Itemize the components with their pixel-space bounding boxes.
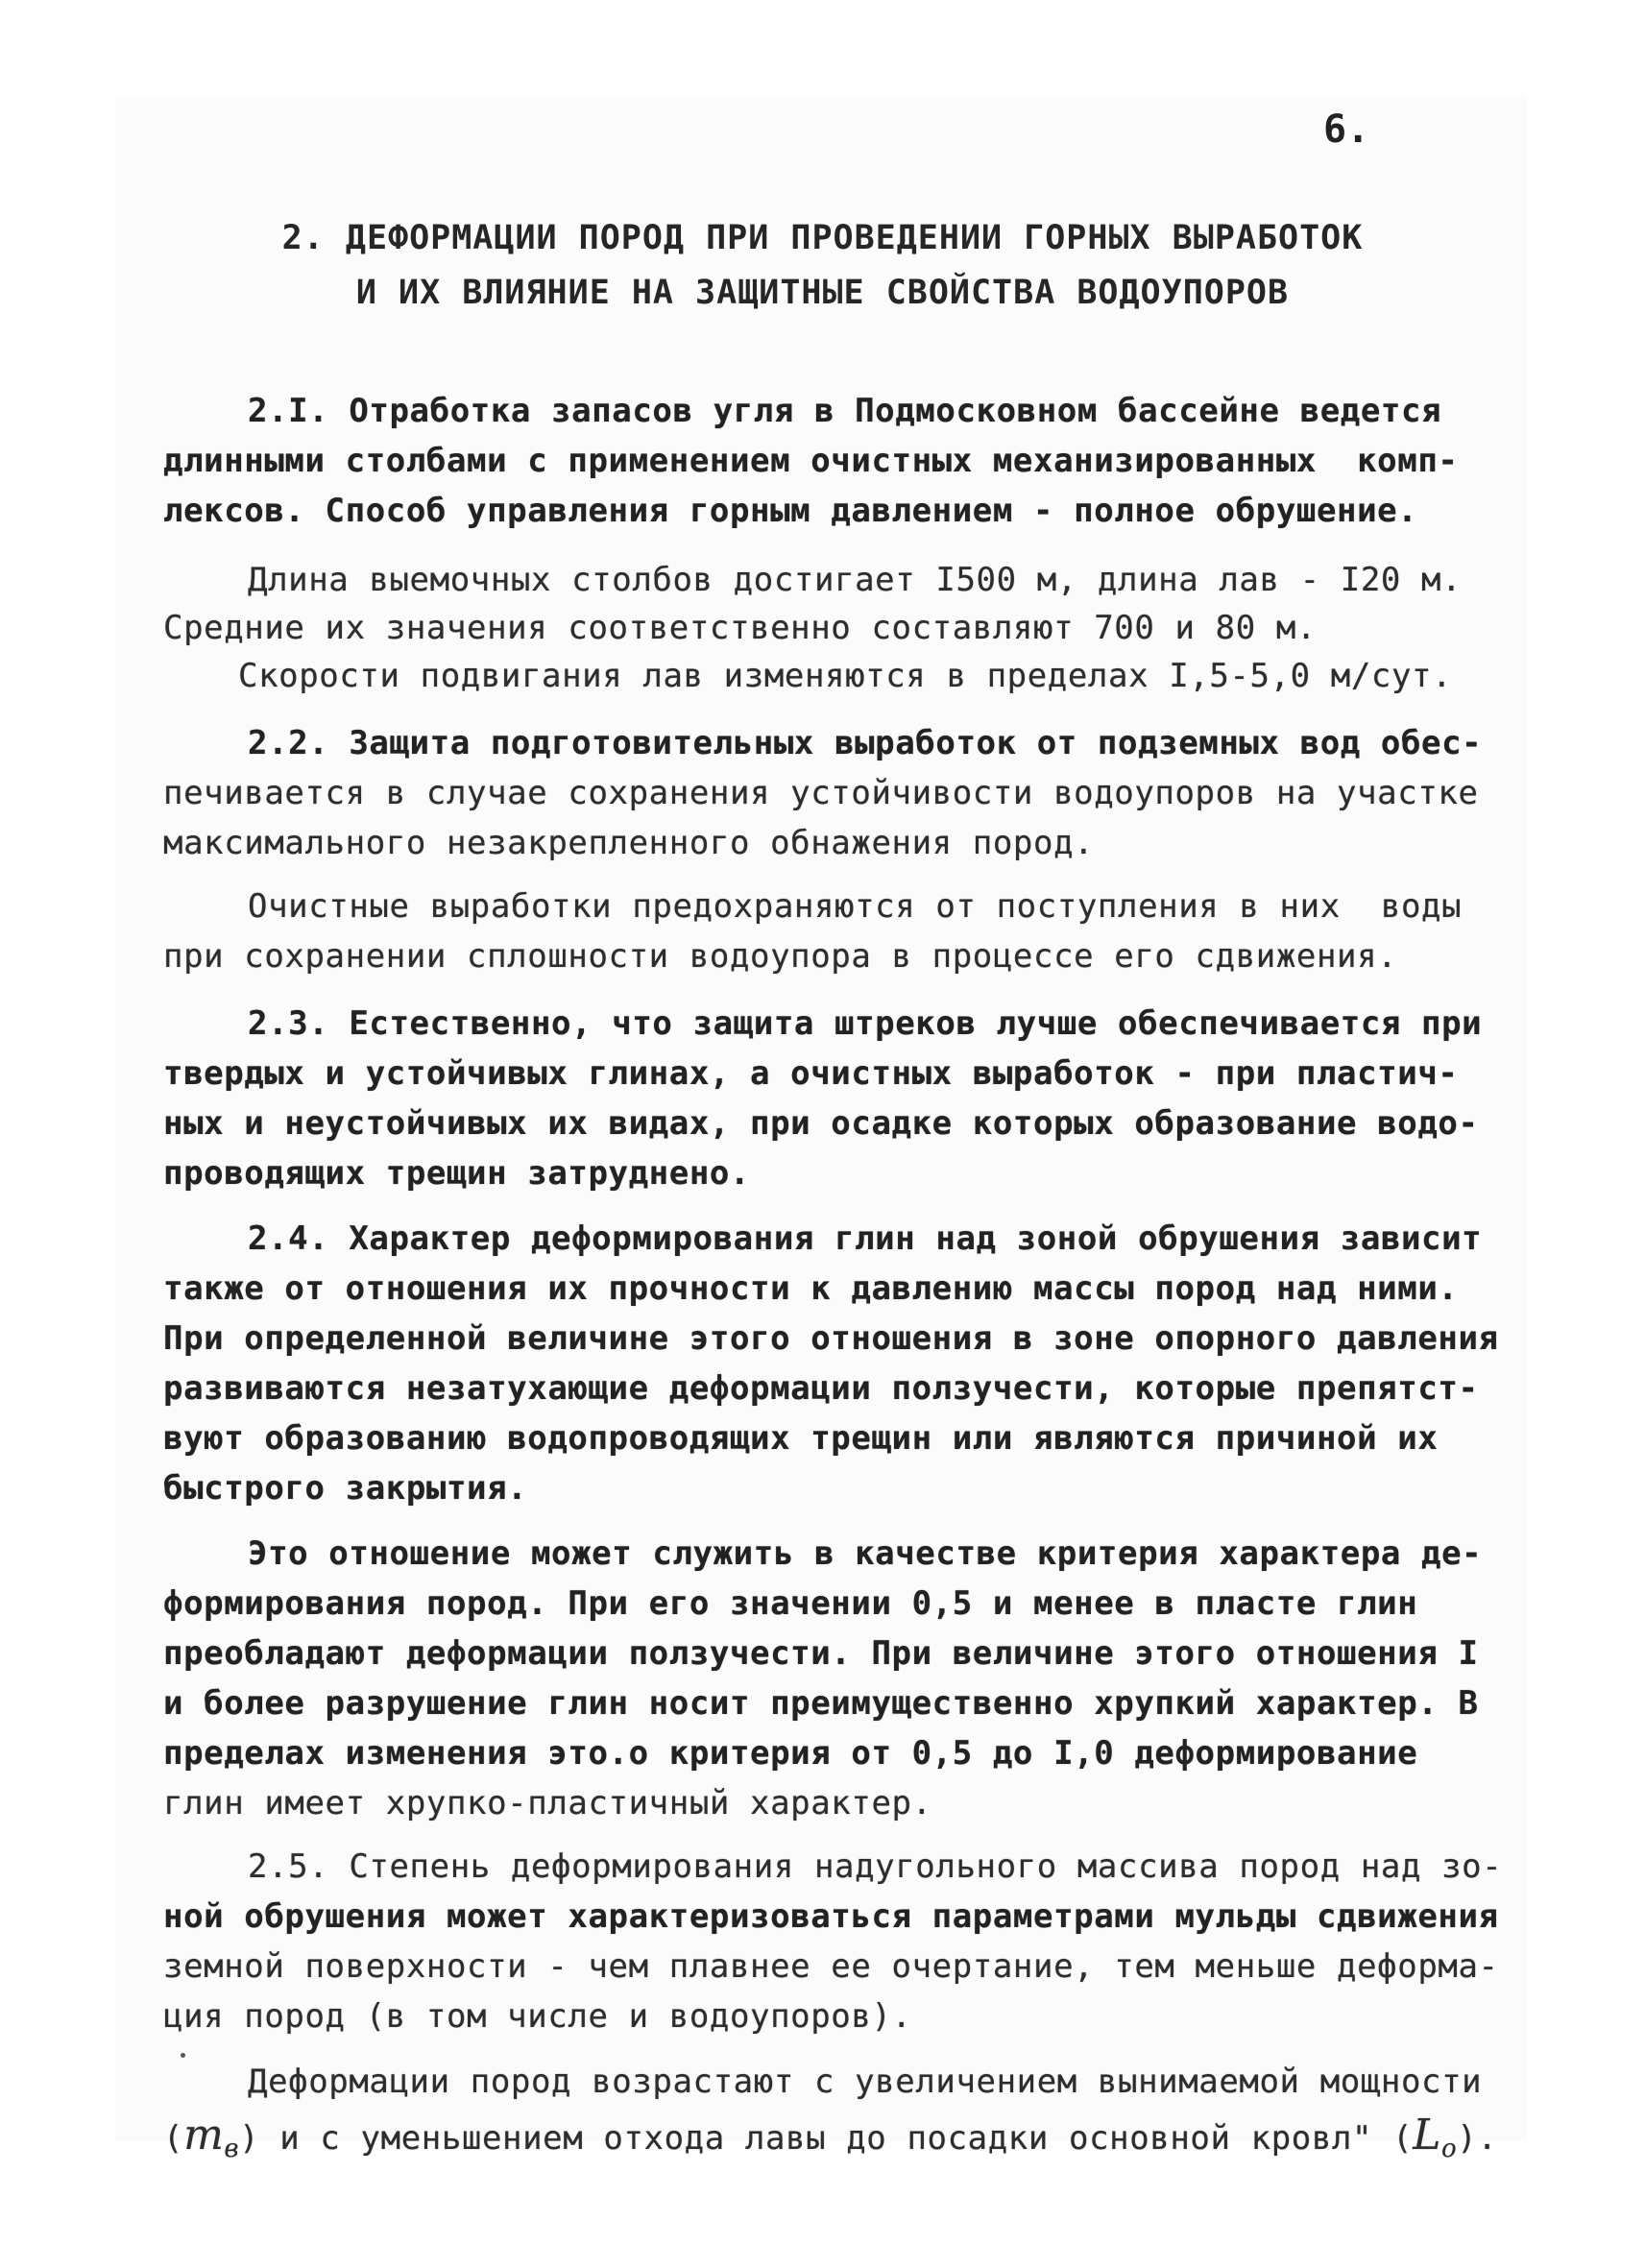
paragraph-line: формирования пород. При его значении 0,5 и менее в пласте глин bbox=[163, 1584, 1418, 1623]
paragraph-line: Средние их значения соответственно составляют 700 и 80 м. bbox=[163, 609, 1317, 647]
paragraph-line: пределах изменения это.о критерия от 0,5 до I,0 деформирование bbox=[163, 1734, 1418, 1773]
paragraph-line: Очистные выработки предохраняются от поступления в них воды bbox=[248, 887, 1463, 926]
paragraph-line: печивается в случае сохранения устойчивости водоупоров на участке bbox=[163, 774, 1479, 812]
paragraph-line: ных и неустойчивых их видах, при осадке которых образование водо- bbox=[163, 1104, 1479, 1143]
paragraph-line: Деформации пород возрастают с увеличением вынимаемой мощности bbox=[248, 2063, 1483, 2101]
paragraph-line: быстрого закрытия. bbox=[163, 1469, 528, 1508]
paragraph-line: При определенной величине этого отношения в зоне опорного давления bbox=[163, 1319, 1499, 1358]
paragraph-line: максимального незакрепленного обнажения пород. bbox=[163, 824, 1095, 862]
paragraph-line: длинными столбами с применением очистных механизированных комп- bbox=[163, 442, 1459, 480]
symbol-l-subscript: о bbox=[1441, 2134, 1458, 2163]
paragraph-line: при сохранении сплошности водоупора в процессе его сдвижения. bbox=[163, 937, 1398, 976]
paragraph-line: Длина выемочных столбов достигает I500 м, длина лав - I20 м. bbox=[248, 561, 1463, 599]
paragraph-line: 2.4. Характер деформирования глин над зоной обрушения зависит bbox=[248, 1219, 1483, 1258]
section-heading-line-1: 2. ДЕФОРМАЦИИ ПОРОД ПРИ ПРОВЕДЕНИИ ГОРНЫХ ВЫРАБОТОК bbox=[281, 219, 1364, 257]
paragraph-line: глин имеет хрупко-пластичный характер. bbox=[163, 1784, 932, 1822]
symbol-l: L bbox=[1413, 2111, 1442, 2159]
paragraph-line: Скорости подвигания лав изменяются в пределах I,5-5,0 м/сут. bbox=[238, 657, 1453, 695]
paragraph-line: преобладают деформации ползучести. При величине этого отношения I bbox=[163, 1634, 1479, 1673]
page-number: 6. bbox=[1323, 108, 1370, 152]
paragraph-line: 2.I. Отработка запасов угля в Подмосковном бассейне ведется bbox=[248, 392, 1442, 430]
symbol-m-subscript: в bbox=[224, 2134, 240, 2163]
paragraph-line: 2.3. Естественно, что защита штреков лучше обеспечивается при bbox=[248, 1004, 1483, 1043]
paragraph-line: и более разрушение глин носит преимущественно хрупкий характер. В bbox=[163, 1684, 1479, 1723]
paragraph-line: лексов. Способ управления горным давлением - полное обрушение. bbox=[163, 492, 1418, 530]
paragraph-line: ной обрушения может характеризоваться параметрами мульды сдвижения bbox=[163, 1897, 1499, 1936]
paragraph-line: вуют образованию водопроводящих трещин или являются причиной их bbox=[163, 1419, 1439, 1458]
paragraph-line: твердых и устойчивых глинах, а очистных выработок - при пластич- bbox=[163, 1054, 1459, 1093]
paragraph-line: Это отношение может служить в качестве критерия характера де- bbox=[248, 1534, 1483, 1573]
symbol-m: m bbox=[183, 2111, 225, 2159]
ink-speck bbox=[181, 2053, 185, 2058]
paragraph-line: также от отношения их прочности к давлению массы пород над ними. bbox=[163, 1269, 1459, 1308]
section-heading-line-2: И ИХ ВЛИЯНИЕ НА ЗАЩИТНЫЕ СВОЙСТВА ВОДОУПОРОВ bbox=[355, 274, 1290, 312]
paragraph-line: 2.5. Степень деформирования надугольного массива пород над зо- bbox=[248, 1847, 1503, 1886]
paragraph-line: проводящих трещин затруднено. bbox=[163, 1154, 751, 1193]
paragraph-line: земной поверхности - чем плавнее ее очертание, тем меньше деформа- bbox=[163, 1947, 1499, 1986]
paragraph-line: развиваются незатухающие деформации ползучести, которые препятст- bbox=[163, 1369, 1479, 1408]
paragraph-line: 2.2. Защита подготовительных выработок от подземных вод обес- bbox=[248, 724, 1483, 762]
paragraph-line: ция пород (в том числе и водоупоров). bbox=[163, 1997, 912, 2036]
paragraph-line-with-symbols: $(m_в)$ и с уменьшением отхода лавы до посадки основной кровл" $(L_о)$. bbox=[163, 2111, 1498, 2163]
